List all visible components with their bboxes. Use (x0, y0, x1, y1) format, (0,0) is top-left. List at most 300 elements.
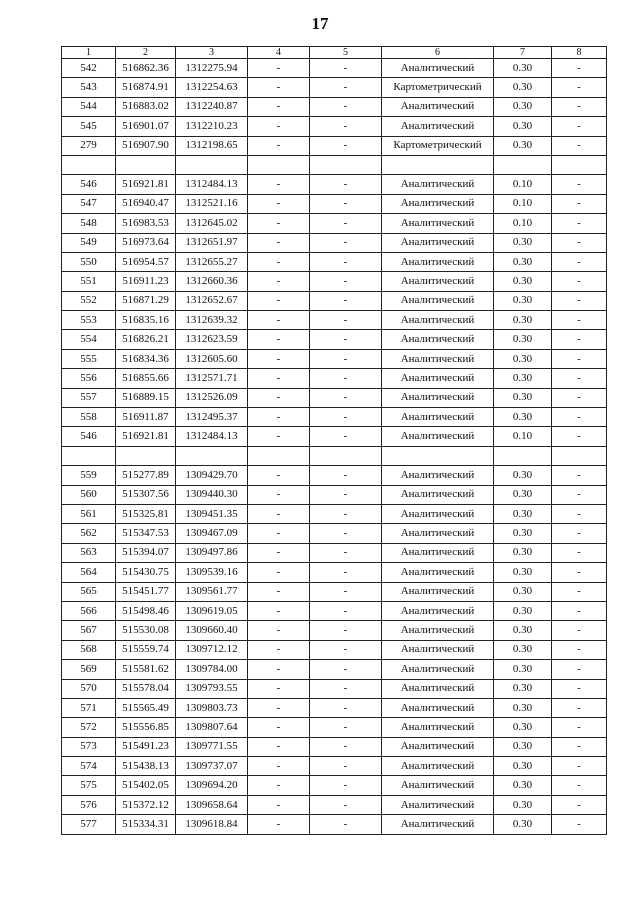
table-cell (382, 155, 494, 174)
table-cell: - (310, 524, 382, 543)
table-cell: 0.30 (494, 369, 552, 388)
table-cell: 564 (62, 563, 116, 582)
table-cell: Аналитический (382, 311, 494, 330)
table-cell: 516954.57 (116, 252, 176, 271)
table-cell: 548 (62, 214, 116, 233)
table-cell: 0.30 (494, 59, 552, 78)
table-cell: Аналитический (382, 776, 494, 795)
table-cell: Аналитический (382, 369, 494, 388)
table-cell: 0.30 (494, 78, 552, 97)
table-cell: 0.10 (494, 175, 552, 194)
table-cell: 516862.36 (116, 59, 176, 78)
table-cell: 1309429.70 (176, 466, 248, 485)
table-cell: - (310, 291, 382, 310)
table-cell: 279 (62, 136, 116, 155)
table-cell: 516921.81 (116, 427, 176, 446)
table-cell: 0.30 (494, 601, 552, 620)
table-cell: 516826.21 (116, 330, 176, 349)
table-cell: - (248, 504, 310, 523)
table-cell: - (248, 59, 310, 78)
table-cell: 574 (62, 757, 116, 776)
table-cell (310, 446, 382, 465)
table-cell: 0.10 (494, 214, 552, 233)
table-cell: - (248, 582, 310, 601)
table-cell: 515347.53 (116, 524, 176, 543)
table-cell: - (310, 698, 382, 717)
table-cell: 0.30 (494, 660, 552, 679)
table-cell: 1312605.60 (176, 349, 248, 368)
table-cell: - (310, 175, 382, 194)
table-cell: - (552, 757, 607, 776)
table-cell: Аналитический (382, 757, 494, 776)
table-row (62, 272, 607, 291)
table-cell: 0.30 (494, 737, 552, 756)
table-cell: - (248, 543, 310, 562)
table-cell: - (552, 698, 607, 717)
table-cell: 544 (62, 97, 116, 116)
table-cell: 0.30 (494, 233, 552, 252)
table-cell: - (552, 815, 607, 834)
table-cell: 515430.75 (116, 563, 176, 582)
table-cell: 1309793.55 (176, 679, 248, 698)
table-cell: - (248, 97, 310, 116)
table-cell: 0.30 (494, 97, 552, 116)
table-row (62, 175, 607, 194)
table-cell: - (552, 194, 607, 213)
column-header: 2 (116, 47, 176, 59)
table-row (62, 194, 607, 213)
table-cell: 570 (62, 679, 116, 698)
table-cell: 1312198.65 (176, 136, 248, 155)
table-cell: 515565.49 (116, 698, 176, 717)
table-cell: 0.30 (494, 698, 552, 717)
table-cell: - (248, 563, 310, 582)
table-cell: Аналитический (382, 543, 494, 562)
table-cell: - (248, 698, 310, 717)
table-cell: - (248, 795, 310, 814)
table-cell: 1312240.87 (176, 97, 248, 116)
table-cell: 0.10 (494, 427, 552, 446)
table-row (62, 485, 607, 504)
table-cell: - (310, 563, 382, 582)
table-row (62, 117, 607, 136)
table-cell (62, 155, 116, 174)
table-cell: 1309771.55 (176, 737, 248, 756)
table-cell: Аналитический (382, 466, 494, 485)
table-cell: - (552, 136, 607, 155)
table-cell: 542 (62, 59, 116, 78)
table-row (62, 601, 607, 620)
table-cell: - (248, 117, 310, 136)
table-cell: - (310, 815, 382, 834)
table-cell: 0.30 (494, 776, 552, 795)
column-header: 4 (248, 47, 310, 59)
table-cell: Аналитический (382, 194, 494, 213)
table-cell: 554 (62, 330, 116, 349)
table-cell: - (552, 408, 607, 427)
table-cell (310, 155, 382, 174)
table-cell: 516874.91 (116, 78, 176, 97)
table-cell: 556 (62, 369, 116, 388)
table-row (62, 524, 607, 543)
table-cell: - (552, 737, 607, 756)
table-cell: - (248, 815, 310, 834)
table-row (62, 388, 607, 407)
table-cell: 0.30 (494, 408, 552, 427)
table-cell (116, 155, 176, 174)
table-row (62, 815, 607, 834)
table-row (62, 59, 607, 78)
table-cell: 555 (62, 349, 116, 368)
table-cell: 516901.07 (116, 117, 176, 136)
table-row (62, 718, 607, 737)
table-cell: Аналитический (382, 252, 494, 271)
table-cell: 1312655.27 (176, 252, 248, 271)
table-cell: - (552, 117, 607, 136)
table-cell: - (248, 524, 310, 543)
table-cell: - (552, 369, 607, 388)
table-cell: 516940.47 (116, 194, 176, 213)
table-cell: - (248, 272, 310, 291)
table-cell: - (552, 78, 607, 97)
table-cell: - (552, 718, 607, 737)
table-cell: - (552, 660, 607, 679)
table-cell: 1309539.16 (176, 563, 248, 582)
table-cell: 561 (62, 504, 116, 523)
table-cell: - (248, 776, 310, 795)
table-cell: - (310, 311, 382, 330)
table-row (62, 446, 607, 465)
column-header: 6 (382, 47, 494, 59)
table-row (62, 97, 607, 116)
table-row (62, 408, 607, 427)
table-cell: 545 (62, 117, 116, 136)
table-cell: - (248, 136, 310, 155)
table-row (62, 214, 607, 233)
table-cell: Аналитический (382, 524, 494, 543)
table-cell: Аналитический (382, 815, 494, 834)
table-cell: - (310, 679, 382, 698)
table-cell: 516983.53 (116, 214, 176, 233)
table-cell: Аналитический (382, 679, 494, 698)
table-cell: - (248, 466, 310, 485)
table-cell: 557 (62, 388, 116, 407)
table-cell (552, 446, 607, 465)
table-cell: 1309712.12 (176, 640, 248, 659)
table-cell: 0.30 (494, 582, 552, 601)
table-cell: 515530.08 (116, 621, 176, 640)
table-cell: Аналитический (382, 97, 494, 116)
table-cell: 0.30 (494, 117, 552, 136)
table-cell: 516911.87 (116, 408, 176, 427)
table-cell: Аналитический (382, 737, 494, 756)
table-row (62, 543, 607, 562)
table-cell: 1309451.35 (176, 504, 248, 523)
table-row (62, 466, 607, 485)
table-cell: 1309784.00 (176, 660, 248, 679)
table-cell: - (310, 59, 382, 78)
table-cell: 0.30 (494, 621, 552, 640)
table-row (62, 155, 607, 174)
table-cell: - (310, 466, 382, 485)
table-cell: 515578.04 (116, 679, 176, 698)
table-cell: - (552, 563, 607, 582)
table-cell: - (248, 621, 310, 640)
table-cell: - (552, 59, 607, 78)
table-cell: - (552, 97, 607, 116)
column-header: 3 (176, 47, 248, 59)
table-cell: - (552, 291, 607, 310)
column-header: 7 (494, 47, 552, 59)
table-cell: 516907.90 (116, 136, 176, 155)
table-row (62, 563, 607, 582)
table-cell: Аналитический (382, 718, 494, 737)
table-cell: - (310, 660, 382, 679)
table-cell: Аналитический (382, 601, 494, 620)
table-row (62, 621, 607, 640)
table-cell: - (248, 737, 310, 756)
table-cell: 515372.12 (116, 795, 176, 814)
table-cell: 566 (62, 601, 116, 620)
table-cell: 0.30 (494, 504, 552, 523)
table-row (62, 698, 607, 717)
table-cell: - (248, 349, 310, 368)
table-cell: 1312484.13 (176, 427, 248, 446)
table-cell: 1309561.77 (176, 582, 248, 601)
column-header-row (62, 47, 607, 59)
table-cell: 1309694.20 (176, 776, 248, 795)
table-row (62, 349, 607, 368)
column-header: 5 (310, 47, 382, 59)
table-cell: 1309807.64 (176, 718, 248, 737)
table-cell: 1312521.16 (176, 194, 248, 213)
table-cell: - (310, 776, 382, 795)
table-cell: 0.30 (494, 272, 552, 291)
table-cell: - (310, 349, 382, 368)
table-cell: Аналитический (382, 330, 494, 349)
table-cell: - (310, 504, 382, 523)
table-cell: Аналитический (382, 175, 494, 194)
table-cell: - (552, 795, 607, 814)
table-cell: 0.30 (494, 252, 552, 271)
table-cell: - (310, 214, 382, 233)
table-cell: - (310, 737, 382, 756)
table-cell: 575 (62, 776, 116, 795)
table-cell: 1312526.09 (176, 388, 248, 407)
table-cell: Аналитический (382, 563, 494, 582)
table-cell (248, 155, 310, 174)
table-cell (382, 446, 494, 465)
table-cell: 562 (62, 524, 116, 543)
table-cell: 1309737.07 (176, 757, 248, 776)
table-cell: 1312495.37 (176, 408, 248, 427)
table-cell: 0.30 (494, 466, 552, 485)
table-cell: 559 (62, 466, 116, 485)
table-cell: - (248, 660, 310, 679)
table-cell: - (552, 214, 607, 233)
table-cell: - (552, 601, 607, 620)
table-row (62, 737, 607, 756)
table-cell: 0.30 (494, 543, 552, 562)
table-cell: 0.30 (494, 524, 552, 543)
table-cell: - (310, 795, 382, 814)
table-cell: 516973.64 (116, 233, 176, 252)
table-cell: - (248, 388, 310, 407)
table-cell: 0.30 (494, 815, 552, 834)
table-cell: 0.10 (494, 194, 552, 213)
table-cell: - (310, 233, 382, 252)
table-cell: 515325.81 (116, 504, 176, 523)
table-cell: 1309440.30 (176, 485, 248, 504)
table-cell: 516883.02 (116, 97, 176, 116)
table-row (62, 291, 607, 310)
table-cell: 1312210.23 (176, 117, 248, 136)
table-cell: 1309618.84 (176, 815, 248, 834)
table-cell: - (248, 330, 310, 349)
table-row (62, 427, 607, 446)
table-cell: 1312645.02 (176, 214, 248, 233)
table-cell (62, 446, 116, 465)
table-cell: 1312571.71 (176, 369, 248, 388)
table-cell: Аналитический (382, 582, 494, 601)
table-cell: - (248, 194, 310, 213)
table-cell: - (248, 718, 310, 737)
table-cell (248, 446, 310, 465)
table-cell: Аналитический (382, 485, 494, 504)
table-cell: - (552, 272, 607, 291)
table-cell: - (248, 679, 310, 698)
table-row (62, 660, 607, 679)
table-cell: 0.30 (494, 795, 552, 814)
table-cell: - (310, 621, 382, 640)
table-cell: Аналитический (382, 233, 494, 252)
table-cell: 516911.23 (116, 272, 176, 291)
table-cell: 515334.31 (116, 815, 176, 834)
table-cell: - (248, 233, 310, 252)
table-cell: - (248, 601, 310, 620)
table-cell: 565 (62, 582, 116, 601)
table-cell: - (552, 543, 607, 562)
table-cell: Аналитический (382, 698, 494, 717)
table-cell: - (248, 408, 310, 427)
table-row (62, 252, 607, 271)
table-cell: 552 (62, 291, 116, 310)
table-cell: 515394.07 (116, 543, 176, 562)
table-cell: 0.30 (494, 718, 552, 737)
table-cell: - (310, 543, 382, 562)
table-cell: - (310, 640, 382, 659)
table-cell: Аналитический (382, 117, 494, 136)
page-number: 17 (311, 14, 329, 33)
table-cell: 1312275.94 (176, 59, 248, 78)
table-cell: 543 (62, 78, 116, 97)
table-cell: 1309497.86 (176, 543, 248, 562)
table-cell: 547 (62, 194, 116, 213)
table-cell: 515277.89 (116, 466, 176, 485)
table-cell: 515556.85 (116, 718, 176, 737)
table-cell: Аналитический (382, 388, 494, 407)
table-cell: - (310, 582, 382, 601)
table-cell: - (248, 485, 310, 504)
table-cell: - (310, 136, 382, 155)
table-cell: - (248, 369, 310, 388)
table-cell: 0.30 (494, 330, 552, 349)
table-cell: - (552, 466, 607, 485)
table-row (62, 795, 607, 814)
table-cell: 515491.23 (116, 737, 176, 756)
table-cell: 1309660.40 (176, 621, 248, 640)
table-cell: 1312484.13 (176, 175, 248, 194)
table-cell: - (310, 117, 382, 136)
table-row (62, 136, 607, 155)
table-cell: Аналитический (382, 660, 494, 679)
table-cell: - (552, 524, 607, 543)
table-cell: - (310, 272, 382, 291)
table-cell (552, 155, 607, 174)
table-cell: 553 (62, 311, 116, 330)
table-cell: - (552, 776, 607, 795)
table-cell: 568 (62, 640, 116, 659)
table-cell: - (248, 214, 310, 233)
table-cell: 560 (62, 485, 116, 504)
table-cell: Аналитический (382, 640, 494, 659)
table-cell: 569 (62, 660, 116, 679)
table-cell: 1309658.64 (176, 795, 248, 814)
table-cell: 516921.81 (116, 175, 176, 194)
table-cell: 550 (62, 252, 116, 271)
table-cell: - (310, 718, 382, 737)
table-cell: 516871.29 (116, 291, 176, 310)
table-cell: 546 (62, 427, 116, 446)
table-cell (116, 446, 176, 465)
table-cell: Аналитический (382, 504, 494, 523)
column-header: 1 (62, 47, 116, 59)
table-cell: Аналитический (382, 214, 494, 233)
table-row (62, 640, 607, 659)
table-cell: - (310, 601, 382, 620)
table-cell: - (310, 330, 382, 349)
table-cell: - (310, 369, 382, 388)
table-cell: - (552, 485, 607, 504)
table-cell: 1312623.59 (176, 330, 248, 349)
table-cell: 576 (62, 795, 116, 814)
table-cell: - (552, 640, 607, 659)
table-body (62, 59, 607, 835)
table-cell: Аналитический (382, 427, 494, 446)
table-cell: - (248, 757, 310, 776)
table-cell: 1312652.67 (176, 291, 248, 310)
table-cell: Аналитический (382, 349, 494, 368)
table-cell: 1312660.36 (176, 272, 248, 291)
table-cell: Аналитический (382, 621, 494, 640)
table-cell: 563 (62, 543, 116, 562)
table-cell: 0.30 (494, 311, 552, 330)
table-cell: 516835.16 (116, 311, 176, 330)
table-cell (176, 155, 248, 174)
table-cell: - (552, 175, 607, 194)
table-cell: Аналитический (382, 408, 494, 427)
table-cell: 515559.74 (116, 640, 176, 659)
table-cell (494, 155, 552, 174)
table-row (62, 369, 607, 388)
table-cell: 1309619.05 (176, 601, 248, 620)
table-cell: - (248, 291, 310, 310)
table-cell: 567 (62, 621, 116, 640)
table-cell: - (248, 427, 310, 446)
table-cell: 558 (62, 408, 116, 427)
table-cell: 546 (62, 175, 116, 194)
table-cell: - (552, 582, 607, 601)
